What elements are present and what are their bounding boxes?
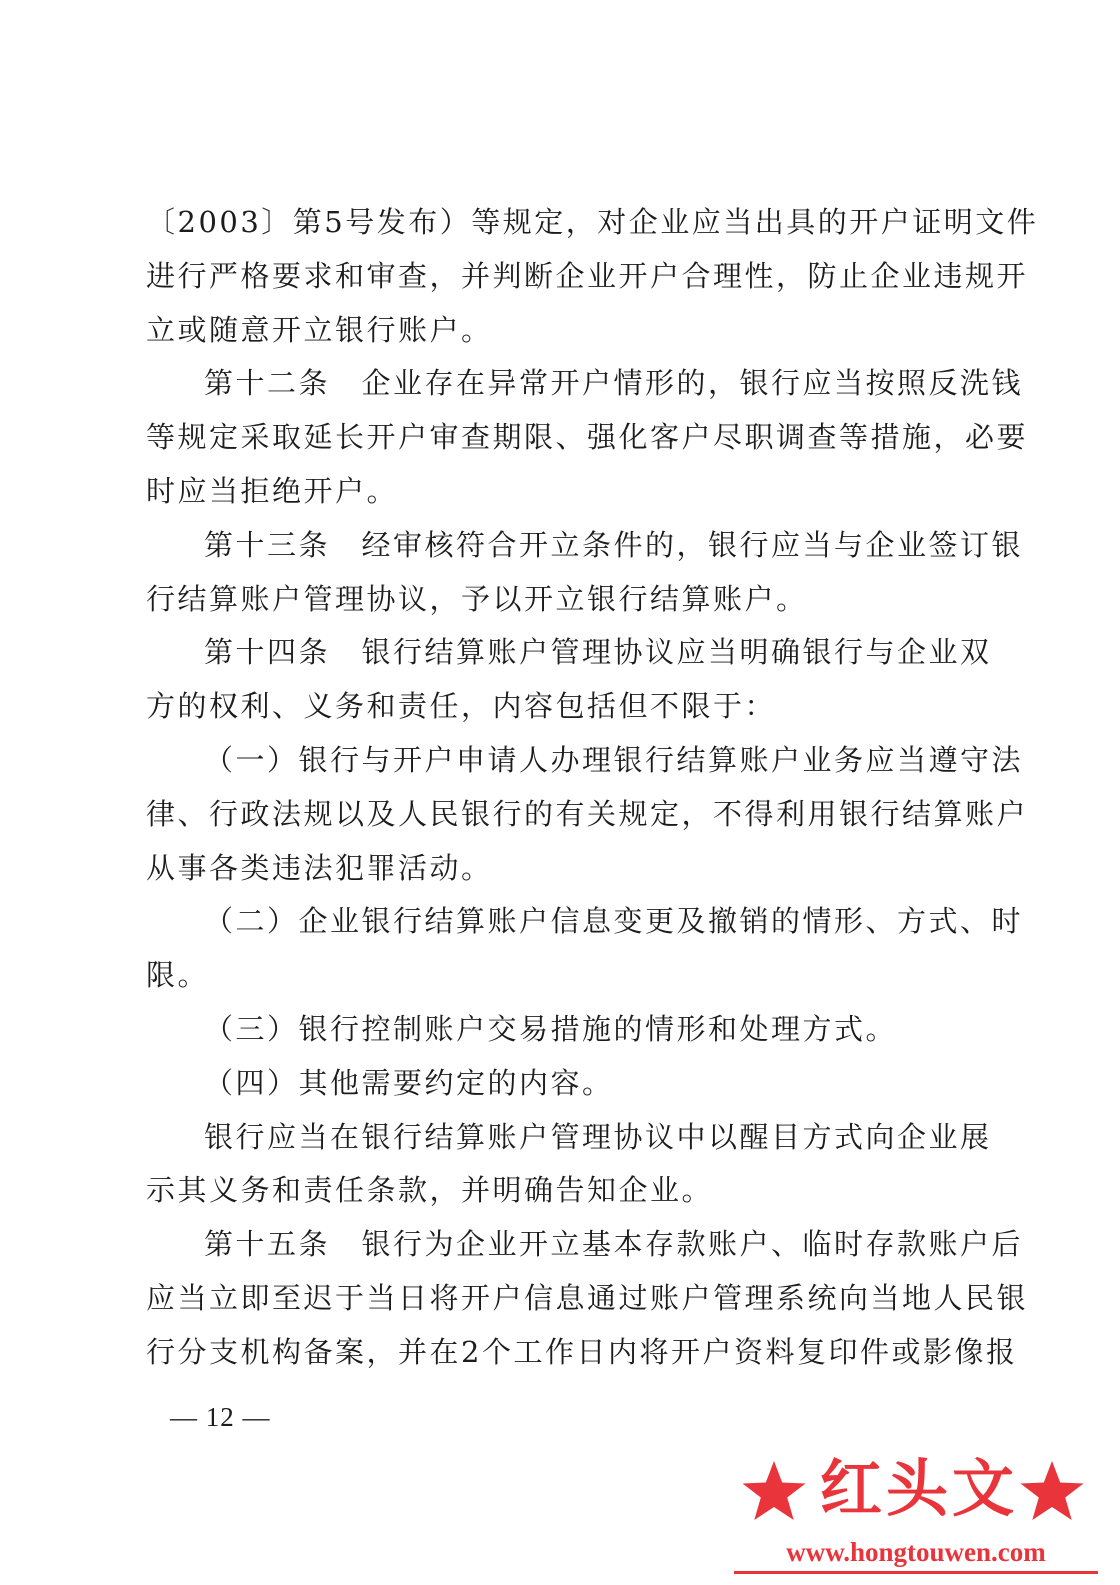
text-line: 立或随意开立银行账户。	[146, 312, 493, 347]
article-15-heading-line: 第十五条 银行为企业开立基本存款账户、临时存款账户后	[204, 1227, 1024, 1262]
text-line: 时应当拒绝开户。	[146, 473, 399, 508]
watermark-underline	[734, 1571, 1098, 1574]
document-body	[146, 196, 1039, 1380]
clause-3-line: （三）银行控制账户交易措施的情形和处理方式。	[204, 1011, 898, 1046]
star-icon	[1021, 1461, 1084, 1520]
article-14-heading-line: 第十四条 银行结算账户管理协议应当明确银行与企业双	[204, 635, 992, 670]
watermark-url: www.hongtouwen.com	[786, 1537, 1046, 1567]
text-line: 行分支机构备案，并在2个工作日内将开户资料复印件或影像报	[146, 1334, 1018, 1369]
paragraph-line: 银行应当在银行结算账户管理协议中以醒目方式向企业展	[204, 1119, 992, 1154]
page-number: — 12 —	[170, 1402, 271, 1432]
text-line: 应当立即至迟于当日将开户信息通过账户管理系统向当地人民银	[146, 1280, 1029, 1315]
text-line: 限。	[146, 958, 210, 993]
text-line: 方的权利、义务和责任，内容包括但不限于：	[146, 689, 777, 724]
text-line: 行结算账户管理协议，予以开立银行结算账户。	[146, 581, 808, 616]
clause-1-line: （一）银行与开户申请人办理银行结算账户业务应当遵守法	[204, 742, 1024, 777]
star-icon	[743, 1461, 806, 1520]
text-line: 从事各类违法犯罪活动。	[146, 850, 493, 885]
text-line: 〔2003〕第5号发布）等规定，对企业应当出具的开户证明文件	[146, 205, 1039, 239]
clause-2-line: （二）企业银行结算账户信息变更及撤销的情形、方式、时	[204, 904, 1024, 939]
text-line: 律、行政法规以及人民银行的有关规定，不得利用银行结算账户	[146, 796, 1029, 831]
text-line: 等规定采取延长开户审查期限、强化客户尽职调查等措施，必要	[146, 420, 1029, 455]
text-line: 示其义务和责任条款，并明确告知企业。	[146, 1173, 714, 1208]
text-line: 进行严格要求和审查，并判断企业开户合理性，防止企业违规开	[146, 258, 1029, 293]
article-12-heading-line: 第十二条 企业存在异常开户情形的，银行应当按照反洗钱	[204, 366, 1024, 401]
clause-4-line: （四）其他需要约定的内容。	[204, 1065, 614, 1100]
article-13-heading-line: 第十三条 经审核符合开立条件的，银行应当与企业签订银	[204, 527, 1024, 562]
watermark-title: 红头文	[820, 1452, 1019, 1525]
watermark-logo	[730, 1447, 1102, 1579]
